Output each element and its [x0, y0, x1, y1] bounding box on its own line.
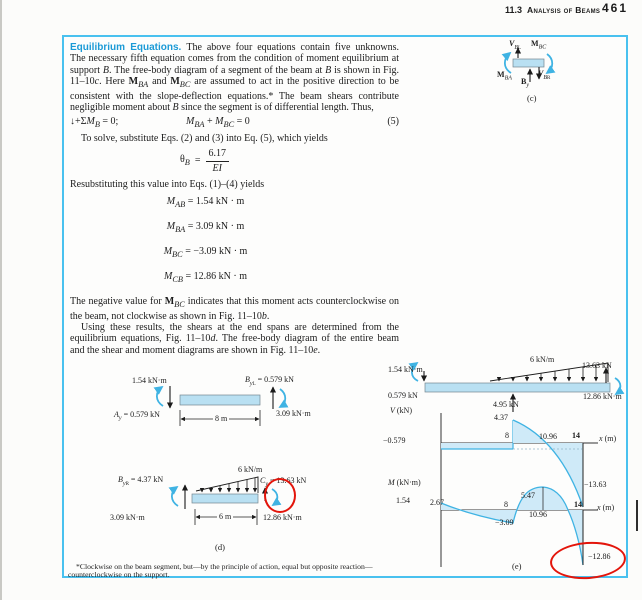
fig-d-span2-length-label: 6 m — [219, 512, 232, 521]
moment-ylabel: M (kN·m) — [388, 478, 421, 487]
paragraph-equilibrium — [70, 42, 399, 113]
paragraph-3: Resubstituting this value into Eqs. (1)–(4) yields — [70, 179, 265, 191]
fig-e-force-mid-label: 4.95 kN — [493, 400, 519, 409]
fig-d-span2-moment-right-label: 12.86 kN·m — [263, 513, 302, 522]
moment-xlabel: x (m) — [597, 503, 615, 512]
moment-support-value: −3.09 — [495, 518, 514, 527]
red-annotation-circle-1 — [264, 478, 296, 513]
beam-segment — [513, 59, 544, 67]
fig-c-by-label: $B_y$ — [521, 77, 530, 89]
shear-ylabel: V (kN) — [390, 406, 412, 415]
shear-end-value: −13.63 — [584, 480, 607, 489]
moment-peak-x: 10.96 — [529, 510, 547, 519]
fig-c-vleft-label: $V_{BL}$ — [509, 39, 522, 51]
fig-e-diagram — [383, 353, 630, 570]
fig-e-force-right-label: 13.63 kN — [582, 361, 612, 370]
fig-d-diagram — [108, 360, 340, 560]
footnote: *Clockwise on the beam segment, but—by the principle of action, equal but opposite reaction—counterclockwise on the support. — [68, 561, 373, 580]
moment-results — [70, 196, 399, 285]
fig-d-span1-reaction-left-label: $A_y = 0.579$ kN — [114, 410, 160, 422]
fig-d-caption: (d) — [215, 542, 225, 552]
shear-start-value: −0.579 — [383, 436, 406, 445]
fig-d-span2-reaction-right-label: $C_y = 13.63$ kN — [260, 476, 307, 488]
paragraph-1-text: The above four equations contain five unknowns. The necessary fifth equation comes from the condition of moment equilibrium at support B. The free-body diagram of a segment of the beam at B is shown in Fig. 11–10c. Here $M_{BA}$ and $M_{BC}$ are assumed to act in the positive direction to be consistent with the slope-deflection equations.* The beam shears contribute negligible moment about B since the segment is of differential length. Thus, — [70, 42, 400, 114]
run-in-heading: Equilibrium Equations. — [70, 42, 182, 53]
text-column — [70, 42, 399, 356]
fig-e-force-left-label: 0.579 kN — [388, 391, 418, 400]
theta-fraction — [206, 148, 230, 174]
equation-5 — [70, 116, 399, 130]
fig-d-span2-reaction-left-label: $B_{yR} = 4.37$ kN — [118, 475, 164, 487]
result-mcb: $M_{CB} = 12.86$ kN · m — [164, 271, 247, 285]
moment-ba-arc-icon — [505, 53, 511, 73]
shear-xlabel: x (m) — [599, 434, 617, 443]
equation-5-number: (5) — [387, 116, 399, 128]
moment-tick-14: 14 — [574, 500, 582, 509]
span2-triangular-load-outline — [196, 477, 258, 493]
scan-edge — [0, 0, 2, 600]
theta-equals: = — [194, 155, 201, 167]
equation-5-body: $M_{BA} + M_{BC} = 0$ — [186, 116, 250, 130]
fig-c-vright-label: $V_{BR}$ — [538, 69, 551, 81]
shear-tick-1096: 10.96 — [539, 432, 557, 441]
shear-tick-14: 14 — [572, 431, 580, 440]
theta-equation — [70, 148, 339, 174]
result-mab: $M_{AB} = 1.54$ kN · m — [166, 196, 245, 210]
fig-d-span1-moment-right-label: 3.09 kN·m — [276, 409, 311, 418]
shear-negative-area-left — [441, 443, 513, 449]
paragraph-4: The negative value for $M_{BC}$ indicates that this moment acts counterclockwise on the beam, not clockwise as shown in Fig. 11–10b. — [70, 296, 400, 322]
span1-left-moment-arc-icon — [157, 387, 163, 406]
fraction-denominator: EI — [212, 162, 222, 174]
span2-left-moment-arc-icon — [172, 487, 178, 506]
paragraph-2: To solve, substitute Eqs. (2) and (3) into Eq. (5), which yields — [81, 132, 328, 144]
moment-sign-convention: $↓+\Sigma M_B = 0$; — [70, 116, 119, 130]
fig-d-span1-reaction-right-label: $B_{yL} = 0.579$ kN — [245, 375, 294, 387]
result-mbc: $M_{BC} = -3.09$ kN · m — [163, 246, 248, 260]
fig-d-span2-moment-left-label: 3.09 kN·m — [110, 513, 145, 522]
span1-beam — [180, 395, 260, 405]
fig-e-moment-left-label: 1.54 kN·m — [388, 365, 423, 374]
fig-e-moment-right-label: 12.86 kN·m — [583, 392, 622, 401]
page-number: 461 — [602, 1, 629, 15]
theta-lhs: $\theta_B$ — [179, 153, 190, 167]
shear-jump-value: 4.37 — [494, 413, 508, 422]
fig-e-caption: (e) — [512, 561, 522, 571]
span2-beam — [192, 494, 258, 503]
shear-tick-8: 8 — [505, 431, 509, 440]
moment-zero1-value: 2.67 — [430, 498, 444, 507]
span2-load-arrows — [202, 478, 255, 492]
moment-tick-8: 8 — [504, 500, 508, 509]
fig-d-span1-length-label: 8 m — [215, 414, 228, 423]
running-head-title: Analysis of Beams — [527, 5, 601, 15]
fig-c-caption: (c) — [527, 93, 537, 103]
margin-tick — [636, 500, 638, 531]
whole-beam — [425, 383, 610, 392]
fig-d-span2-load-label: 6 kN/m — [238, 465, 263, 474]
fig-c-mba-label: $M_{BA}$ — [497, 70, 512, 82]
fig-c-mbc-label: $M_{BC}$ — [531, 39, 547, 51]
fig-e-load-label: 6 kN/m — [530, 355, 555, 364]
result-mba: $M_{BA} = 3.09$ kN · m — [166, 221, 245, 235]
moment-start-value: 1.54 — [396, 496, 410, 505]
section-number: 11.3 — [505, 5, 523, 15]
moment-peak-value: 5.47 — [521, 491, 535, 500]
fraction-numerator: 6.17 — [206, 148, 230, 161]
moment-end-value: −12.86 — [588, 552, 611, 561]
fig-d-span1-moment-left-label: 1.54 kN·m — [132, 376, 167, 385]
span1-right-moment-arc-icon — [280, 389, 285, 407]
paragraph-5: Using these results, the shears at the end spans are determined from the equilibrium equations, Fig. 11–10d. The free-body diagram of the entire beam and the shear and moment diagrams are shown in Fig. 11–10e. — [70, 321, 399, 356]
